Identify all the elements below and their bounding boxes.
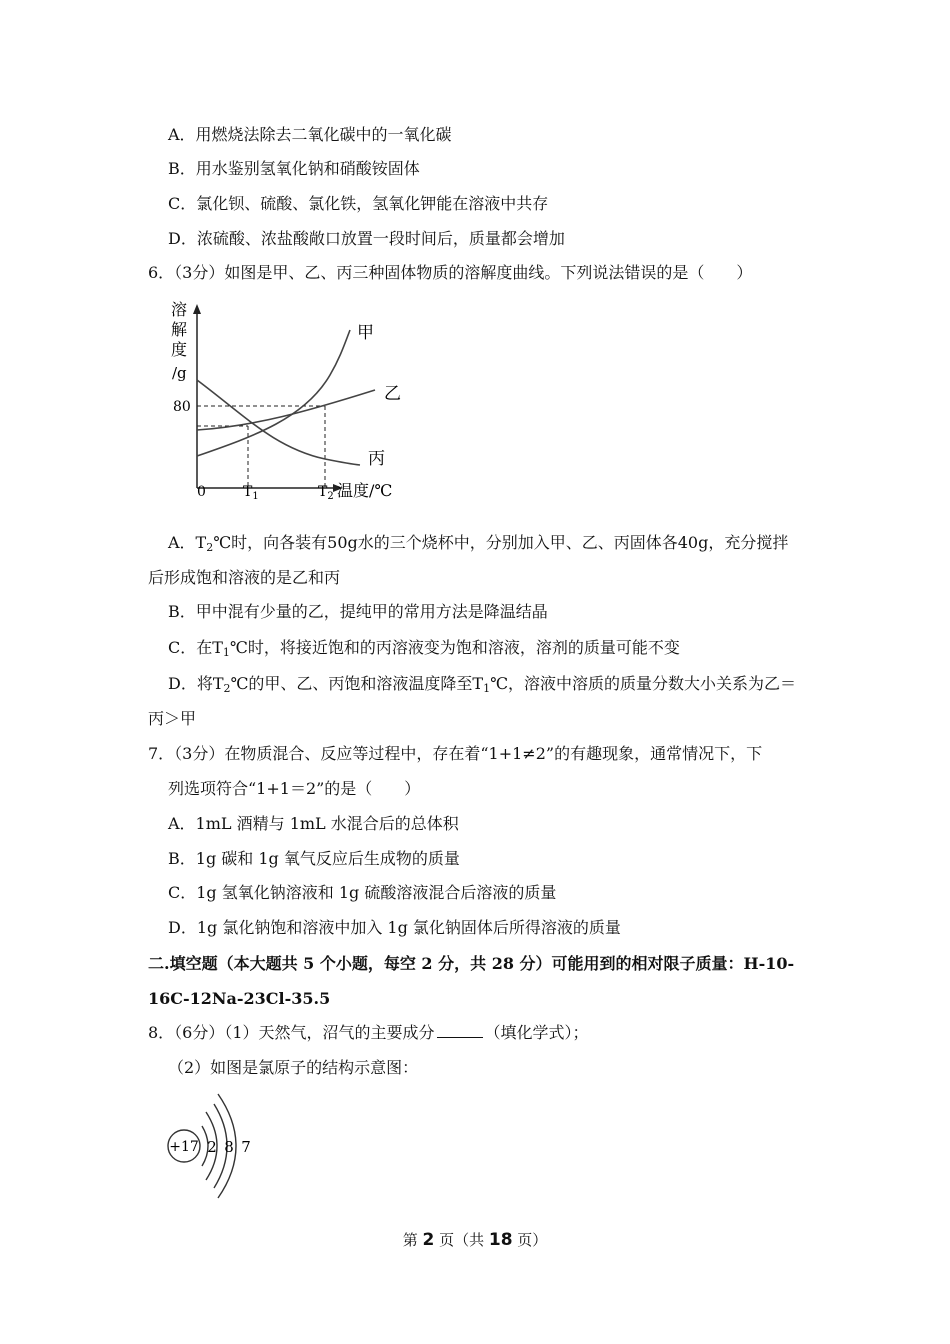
q5-option-b: B．用水鉴别氢氧化钠和硝酸铵固体 xyxy=(168,159,420,178)
nucleus-charge: +17 xyxy=(169,1139,199,1155)
y-tick-80: 80 xyxy=(173,399,191,415)
t1-label: $T_1$ xyxy=(243,484,259,502)
q5-option-d: D．浓硫酸、浓盐酸敞口放置一段时间后，质量都会增加 xyxy=(168,229,565,248)
curve-yi xyxy=(197,390,375,430)
y-axis-arrow xyxy=(193,304,201,314)
q6-option-d: D．将$T_2℃$的甲、乙、丙饱和溶液温度降至$T_1℃$，溶液中溶质的质量分数大小关系为乙＝ xyxy=(168,674,796,695)
q5-option-c: C．氯化钡、硫酸、氯化铁，氢氧化钾能在溶液中共存 xyxy=(168,194,549,213)
ylabel-char-2: 解 xyxy=(171,320,188,339)
q8-line2: （2）如图是氯原子的结构示意图： xyxy=(168,1058,419,1077)
x-axis-label: 温度/℃ xyxy=(337,481,393,500)
answer-blank xyxy=(437,1023,483,1038)
q8-line1: 8．（6分）（1）天然气，沼气的主要成分 （填化学式）； xyxy=(148,1023,589,1042)
q7-stem-line2: 列选项符合“1+1＝2”的是（ ） xyxy=(168,779,421,798)
q7-option-a: A．1mL 酒精与 1mL 水混合后的总体积 xyxy=(168,814,459,833)
chlorine-atom-diagram xyxy=(162,1088,272,1208)
q6-option-c: C．在$T_1℃$时，将接近饱和的丙溶液变为饱和溶液，溶剂的质量可能不变 xyxy=(168,638,680,659)
shell-3-electrons: 7 xyxy=(241,1138,251,1156)
q6-stem: 6．（3分）如图是甲、乙、丙三种固体物质的溶解度曲线。下列说法错误的是（ ） xyxy=(148,263,753,282)
solubility-chart xyxy=(165,298,405,508)
q6-option-a: A．$T_2℃$时，向各装有50g水的三个烧杯中，分别加入甲、乙、丙固体各40g，充分搅拌 xyxy=(168,533,789,554)
q7-option-c: C．1g 氢氧化钠溶液和 1g 硫酸溶液混合后溶液的质量 xyxy=(168,883,557,902)
origin-label: 0 xyxy=(197,484,206,500)
ylabel-char-3: 度 xyxy=(171,340,188,359)
shell-2-electrons: 8 xyxy=(224,1138,234,1156)
q6-option-b: B．甲中混有少量的乙，提纯甲的常用方法是降温结晶 xyxy=(168,602,548,621)
shell-1-electrons: 2 xyxy=(207,1138,217,1156)
q7-option-b: B．1g 碳和 1g 氧气反应后生成物的质量 xyxy=(168,849,460,868)
q7-option-d: D．1g 氯化钠饱和溶液中加入 1g 氯化钠固体后所得溶液的质量 xyxy=(168,918,621,937)
series-label-yi: 乙 xyxy=(384,384,401,404)
q5-option-a: A．用燃烧法除去二氧化碳中的一氧化碳 xyxy=(168,125,452,144)
t2-label: $T_2$ xyxy=(318,484,334,502)
q7-stem-line1: 7．（3分）在物质混合、反应等过程中，存在着“1+1≠2”的有趣现象，通常情况下，下 xyxy=(148,744,763,763)
section2-header-line2: 16C-12Na-23Cl-35.5 xyxy=(148,989,331,1008)
series-label-bing: 丙 xyxy=(368,449,385,469)
page-footer: 第 2 页（共 18 页） xyxy=(402,1230,548,1250)
ylabel-char-1: 溶 xyxy=(171,300,188,319)
section2-header-line1: 二.填空题（本大题共 5 个小题，每空 2 分，共 28 分）可能用到的相对限子质量：H-10- xyxy=(148,954,795,973)
ylabel-char-4: /g xyxy=(172,364,187,382)
series-label-jia: 甲 xyxy=(357,323,374,343)
q6-option-d-cont: 丙＞甲 xyxy=(148,709,197,728)
q6-option-a-cont: 后形成饱和溶液的是乙和丙 xyxy=(148,568,341,587)
